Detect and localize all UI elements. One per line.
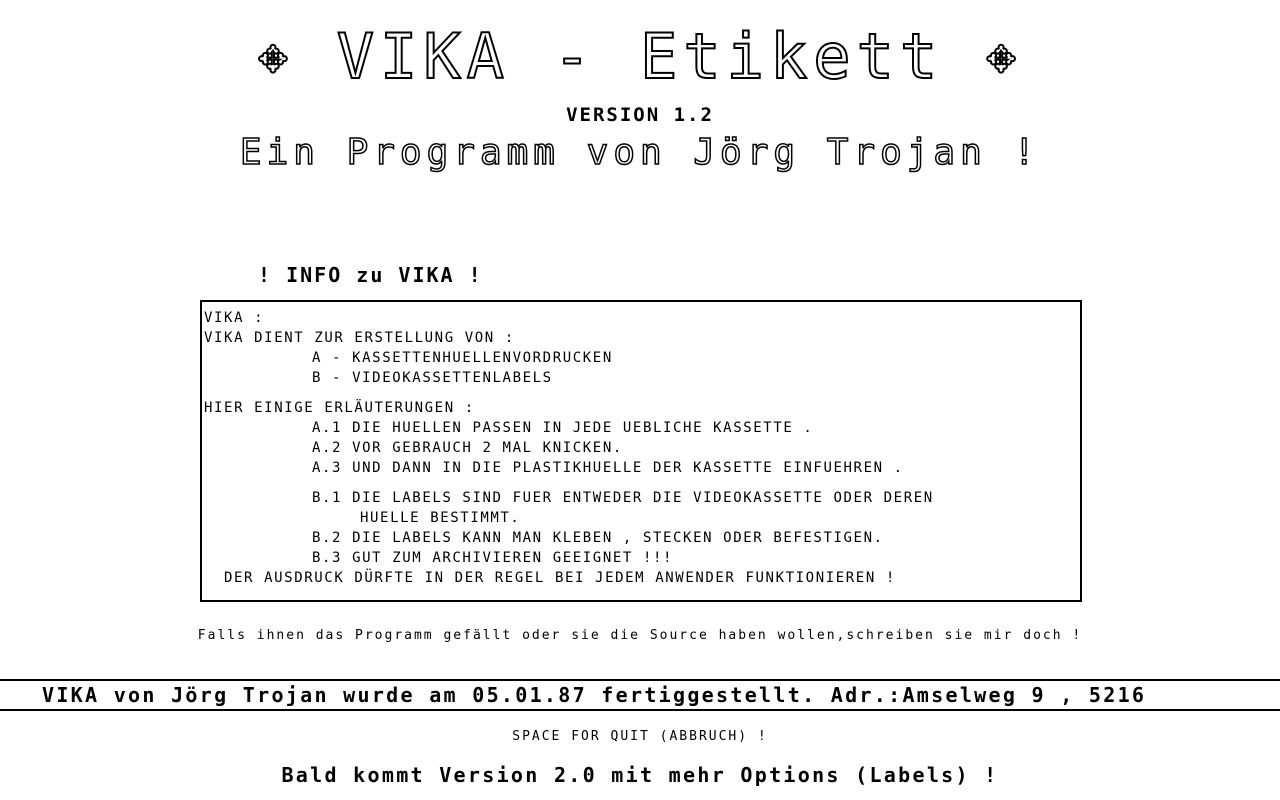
info-line: A.2 VOR GEBRAUCH 2 MAL KNICKEN.: [312, 440, 623, 456]
info-line: A - KASSETTENHUELLENVORDRUCKEN: [312, 350, 613, 366]
app-title-text: VIKA - Etikett: [336, 20, 944, 93]
info-line: B.2 DIE LABELS KANN MAN KLEBEN , STECKEN ODER BEFESTIGEN.: [312, 530, 884, 546]
ticker-bottom-divider: [0, 709, 1280, 711]
info-line: B.1 DIE LABELS SIND FUER ENTWEDER DIE VIDEOKASSETTE ODER DEREN: [312, 490, 934, 506]
info-line: B.3 GUT ZUM ARCHIVIEREN GEEIGNET !!!: [312, 550, 674, 566]
app-title: [0, 20, 1280, 93]
info-heading: ! INFO zu VIKA !: [258, 263, 483, 287]
source-request-note: Falls ihnen das Programm gefällt oder sie die Source haben wollen,schreiben sie mir doch !: [197, 628, 1083, 643]
info-line: VIKA :: [204, 310, 265, 326]
info-box: [200, 300, 1082, 602]
info-line: DER AUSDRUCK DÜRFTE IN DER REGEL BEI JEDEM ANWENDER FUNKTIONIEREN !: [224, 570, 896, 586]
quit-prompt[interactable]: SPACE FOR QUIT (ABBRUCH) !: [512, 729, 768, 744]
info-line: HUELLE BESTIMMT.: [360, 510, 521, 526]
info-line: A.3 UND DANN IN DIE PLASTIKHUELLE DER KASSETTE EINFUEHREN .: [312, 460, 904, 476]
ticker-top-divider: [0, 679, 1280, 681]
upcoming-version-note: Bald kommt Version 2.0 mit mehr Options (Labels) !: [281, 763, 999, 787]
info-line: A.1 DIE HUELLEN PASSEN IN JEDE UEBLICHE KASSETTE .: [312, 420, 814, 436]
ornament-left-icon: ✥: [258, 28, 294, 84]
version-label: VERSION 1.2: [566, 104, 714, 126]
info-line: HIER EINIGE ERLÄUTERUNGEN :: [204, 400, 475, 416]
info-line: B - VIDEOKASSETTENLABELS: [312, 370, 553, 386]
ornament-right-icon: ✥: [986, 28, 1022, 84]
author-subtitle: Ein Programm von Jörg Trojan !: [239, 132, 1041, 173]
info-line: VIKA DIENT ZUR ERSTELLUNG VON :: [204, 330, 515, 346]
scrolling-ticker: VIKA von Jörg Trojan wurde am 05.01.87 fertiggestellt. Adr.:Amselweg 9 , 5216: [42, 683, 1147, 707]
